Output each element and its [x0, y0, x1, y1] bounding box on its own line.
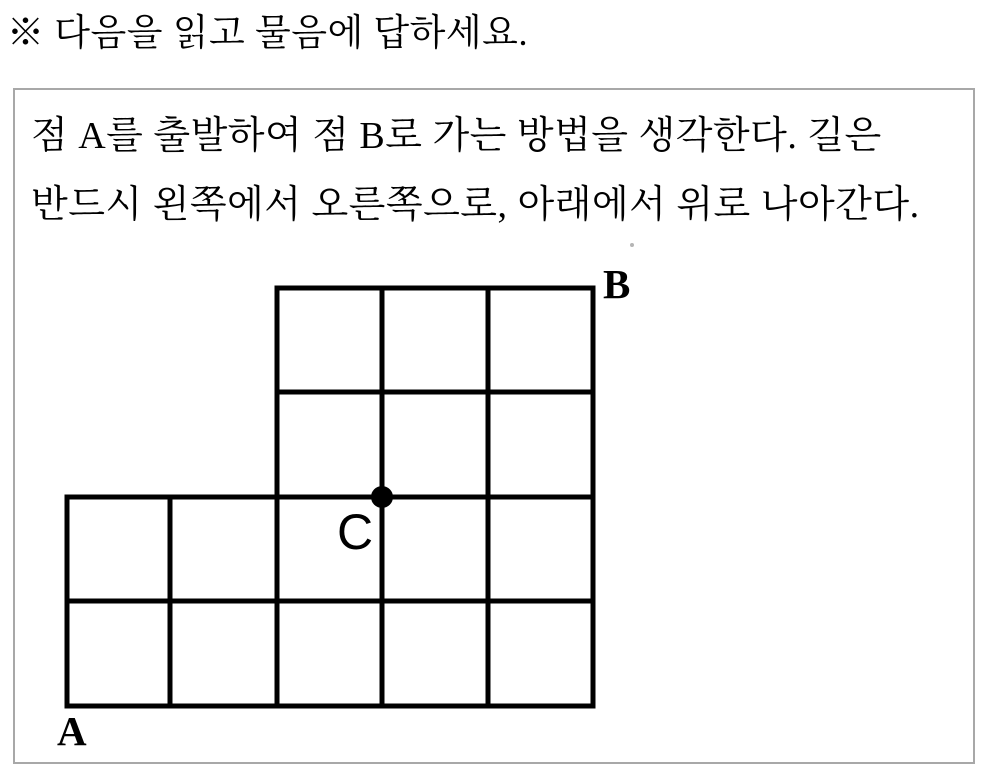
point-a-label: A — [57, 708, 87, 754]
scan-artifact-dot — [630, 243, 634, 247]
grid-horizontal-lines — [67, 288, 593, 706]
point-c-dot — [371, 486, 393, 508]
point-b-label: B — [603, 261, 631, 307]
problem-statement-line1: 점 A를 출발하여 점 B로 가는 방법을 생각한다. 길은 — [31, 115, 882, 157]
point-c-label: C — [337, 504, 374, 560]
problem-statement-line2: 반드시 왼쪽에서 오른쪽으로, 아래에서 위로 나아간다. — [31, 184, 920, 226]
instruction-text: ※ 다음을 읽고 물음에 답하세요. — [7, 13, 529, 54]
